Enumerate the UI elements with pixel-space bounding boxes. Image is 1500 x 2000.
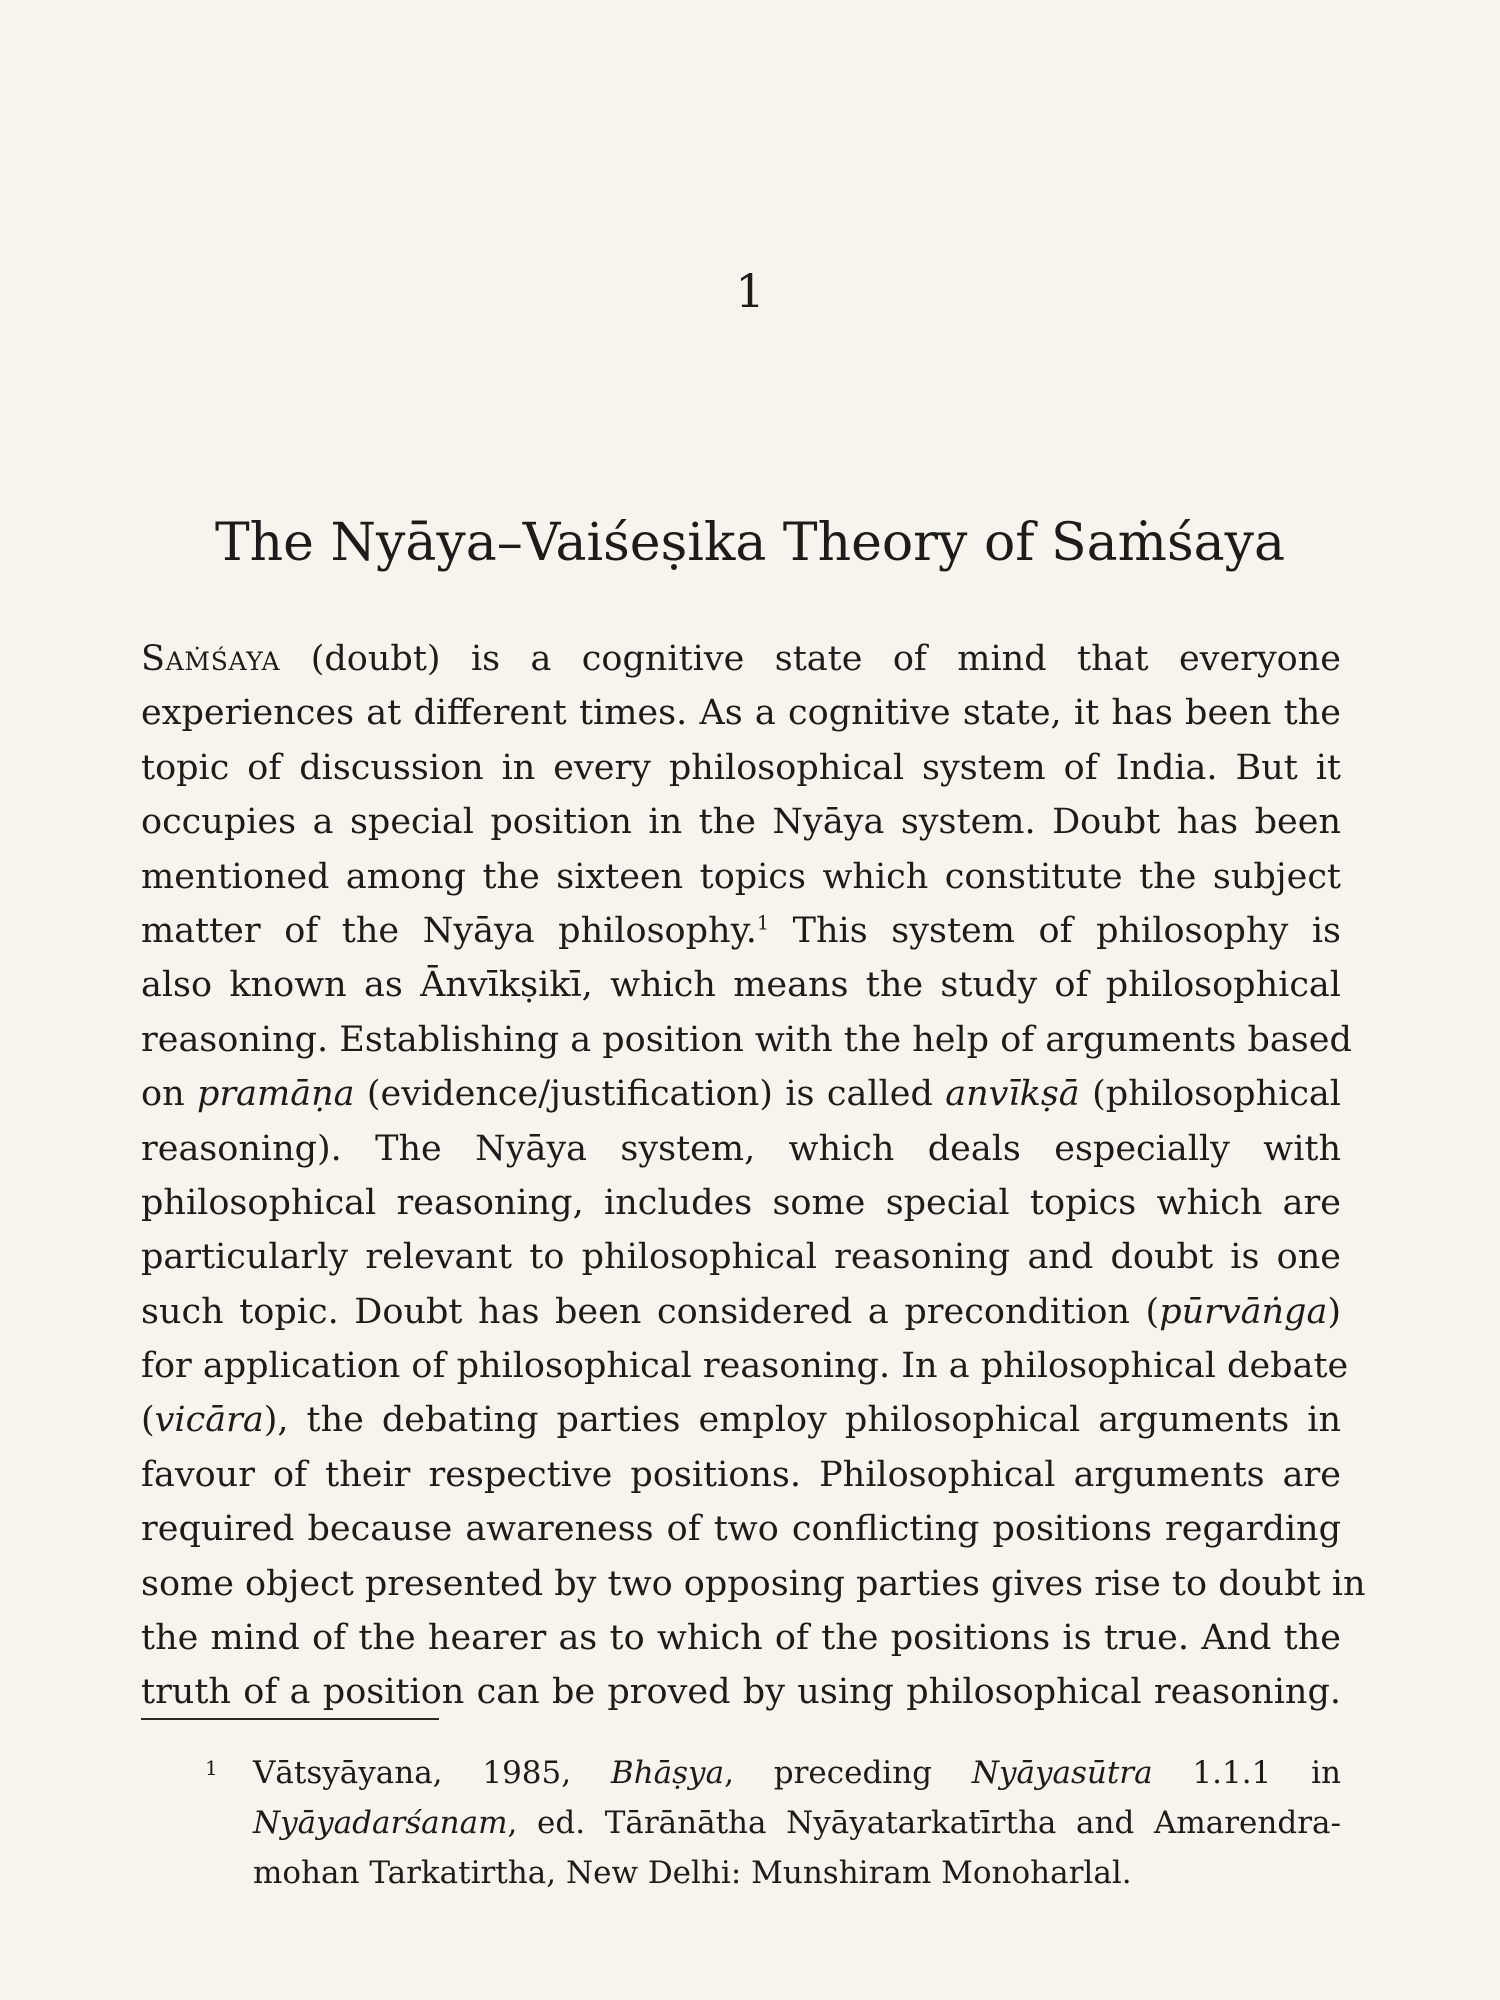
chapter-number: 1 — [735, 264, 765, 318]
body-line: also known as Ānvīkṣikī, which means the study of philosophical — [141, 965, 1341, 1006]
body-paragraph — [141, 632, 1366, 1720]
body-line: truth of a position can be proved by using philosophical reasoning. — [141, 1672, 1341, 1713]
italic-term: Nyāyadarśanam — [253, 1805, 508, 1841]
body-line: some object presented by two opposing parties gives rise to doubt in — [141, 1563, 1366, 1604]
body-line: Saṁśaya (doubt) is a cognitive state of mind that everyone — [141, 639, 1341, 679]
body-line: the mind of the hearer as to which of the positions is true. And the — [141, 1618, 1341, 1659]
footnote-line: mohan Tarkatirtha, New Delhi: Munshiram Monoharlal. — [253, 1855, 1132, 1891]
body-line: for application of philosophical reasoning. In a philosophical debate — [141, 1346, 1349, 1387]
body-line: matter of the Nyāya philosophy.$^1$ This system of philosophy is — [141, 910, 1342, 951]
italic-term: pramāṇa — [197, 1074, 355, 1115]
body-line: philosophical reasoning, includes some special topics which are — [141, 1182, 1341, 1223]
lead-term: Saṁśaya — [141, 639, 281, 679]
footnote-text — [253, 1748, 1341, 1898]
footnote-line: Vātsyāyana, 1985, Bhāṣya, preceding Nyāyasūtra 1.1.1 in — [253, 1755, 1341, 1791]
italic-term: Nyāyasūtra — [971, 1755, 1153, 1791]
italic-term: vicāra — [154, 1400, 264, 1441]
body-line: experiences at different times. As a cognitive state, it has been the — [141, 693, 1341, 734]
italic-term: Bhāṣya — [610, 1755, 725, 1791]
body-line: topic of discussion in every philosophical system of India. But it — [141, 747, 1341, 788]
body-line: reasoning. Establishing a position with the help of arguments based — [141, 1019, 1352, 1060]
body-line: such topic. Doubt has been considered a precondition (pūrvāṅga) — [141, 1291, 1341, 1332]
footnote-divider — [141, 1718, 439, 1720]
italic-term: anvīkṣā — [945, 1074, 1080, 1115]
italic-term: pūrvāṅga — [1159, 1291, 1328, 1332]
body-line: reasoning). The Nyāya system, which deals especially with — [141, 1128, 1341, 1169]
body-line: favour of their respective positions. Philosophical arguments are — [141, 1454, 1341, 1495]
body-line: occupies a special position in the Nyāya system. Doubt has been — [141, 802, 1341, 843]
footnote-line: Nyāyadarśanam, ed. Tārānātha Nyāyatarkatīrtha and Amarendra- — [253, 1805, 1341, 1841]
body-line: mentioned among the sixteen topics which constitute the subject — [141, 856, 1341, 897]
body-line: (vicāra), the debating parties employ philosophical arguments in — [141, 1400, 1341, 1441]
body-line: on pramāṇa (evidence/justification) is called anvīkṣā (philosophical — [141, 1074, 1341, 1115]
footnote-reference: 1 — [756, 911, 770, 935]
footnote-marker: 1 — [205, 1756, 218, 1780]
body-line: required because awareness of two conflicting positions regarding — [141, 1509, 1341, 1550]
body-line: particularly relevant to philosophical reasoning and doubt is one — [141, 1237, 1341, 1278]
chapter-title: The Nyāya–Vaiśeṣika Theory of Saṁśaya — [214, 513, 1286, 573]
